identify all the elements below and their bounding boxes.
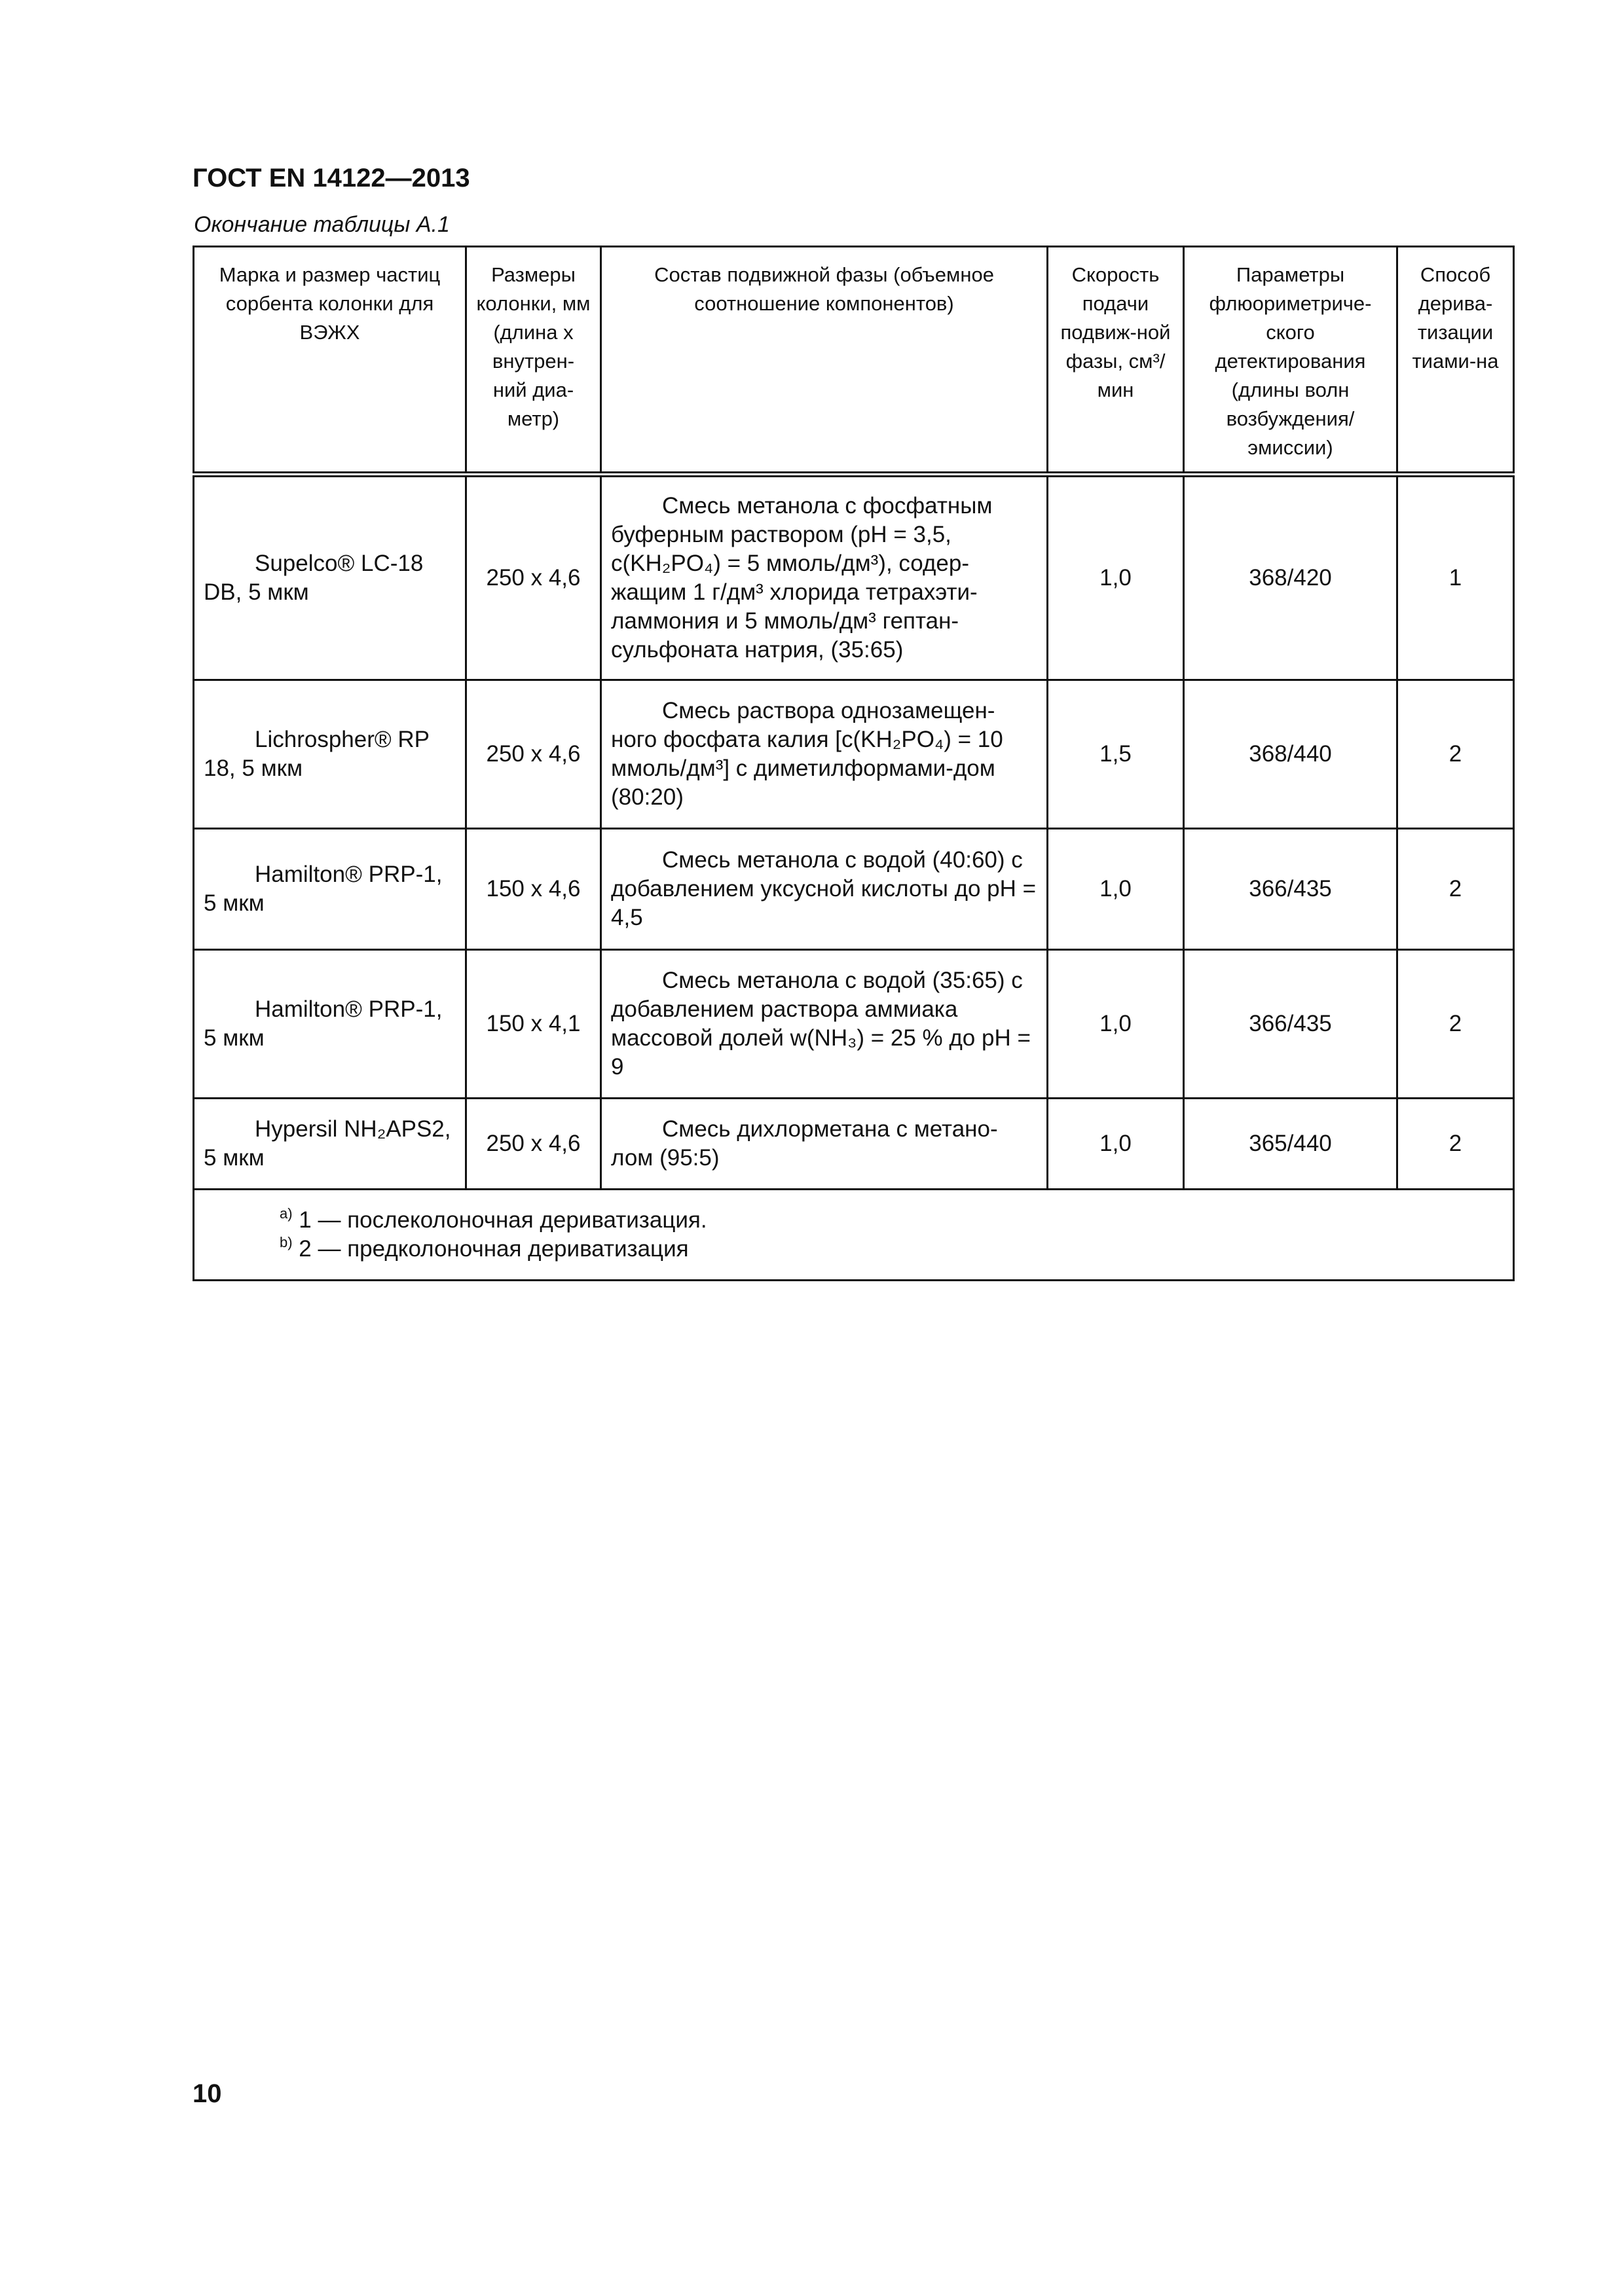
footnote-text: 1 — послеколоночная дериватизация. <box>299 1207 707 1233</box>
table-notes <box>194 1190 1514 1281</box>
cell-brand: Hamilton® PRP-1, 5 мкм <box>194 950 466 1099</box>
column-header-size: Размеры колонки, мм (длина х внутрен-ний диа-метр) <box>466 247 601 475</box>
cell-size: 250 x 4,6 <box>466 680 601 829</box>
cell-flow: 1,0 <box>1048 950 1184 1099</box>
cell-composition: Смесь метанола с водой (40:60) с добавлением уксусной кислоты до pH = 4,5 <box>601 829 1048 950</box>
column-header-flow: Скорость подачи подвиж-ной фазы, см³/мин <box>1048 247 1184 475</box>
document-header: ГОСТ EN 14122—2013 <box>193 164 470 192</box>
cell-flow: 1,0 <box>1048 1099 1184 1190</box>
cell-detection: 365/440 <box>1184 1099 1397 1190</box>
cell-composition: Смесь раствора однозамещен-ного фосфата калия [c(KH₂PO₄) = 10 ммоль/дм³] с диметилформами-дом (80:20) <box>601 680 1048 829</box>
footnote-b <box>280 1235 1504 1264</box>
cell-composition: Смесь метанола с водой (35:65) с добавлением раствора аммиака массовой долей w(NH₃) = 25 % до pH = 9 <box>601 950 1048 1099</box>
cell-size: 250 x 4,6 <box>466 1099 601 1190</box>
cell-size: 250 x 4,6 <box>466 475 601 680</box>
table-row <box>194 829 1514 950</box>
table-row <box>194 950 1514 1099</box>
cell-composition: Смесь дихлорметана с метано-лом (95:5) <box>601 1099 1048 1190</box>
table-header-row <box>194 247 1514 475</box>
column-header-brand: Марка и размер частиц сорбента колонки для ВЭЖХ <box>194 247 466 475</box>
table-row <box>194 475 1514 680</box>
column-header-composition: Состав подвижной фазы (объемное соотношение компонентов) <box>601 247 1048 475</box>
cell-flow: 1,0 <box>1048 475 1184 680</box>
cell-brand: Hamilton® PRP-1, 5 мкм <box>194 829 466 950</box>
cell-brand: Supelco® LC-18 DB, 5 мкм <box>194 475 466 680</box>
cell-method: 2 <box>1397 950 1514 1099</box>
cell-method: 2 <box>1397 829 1514 950</box>
footnote-marker: a) <box>280 1205 293 1222</box>
cell-brand: Lichrospher® RP 18, 5 мкм <box>194 680 466 829</box>
column-header-detection: Параметры флюориметриче-ского детектирования (длины волн возбуждения/ эмиссии) <box>1184 247 1397 475</box>
table-row <box>194 680 1514 829</box>
cell-size: 150 x 4,1 <box>466 950 601 1099</box>
data-table <box>193 246 1515 1281</box>
table-notes-row <box>194 1190 1514 1281</box>
cell-flow: 1,0 <box>1048 829 1184 950</box>
column-header-method: Способ дерива-тизации тиами-на <box>1397 247 1514 475</box>
cell-detection: 366/435 <box>1184 829 1397 950</box>
footnote-a <box>280 1206 1504 1235</box>
cell-detection: 368/440 <box>1184 680 1397 829</box>
cell-detection: 368/420 <box>1184 475 1397 680</box>
cell-flow: 1,5 <box>1048 680 1184 829</box>
cell-size: 150 x 4,6 <box>466 829 601 950</box>
cell-method: 1 <box>1397 475 1514 680</box>
footnote-marker: b) <box>280 1234 293 1250</box>
table-caption: Окончание таблицы А.1 <box>194 212 450 237</box>
page-number: 10 <box>193 2079 222 2108</box>
cell-detection: 366/435 <box>1184 950 1397 1099</box>
cell-brand: Hypersil NH₂APS2, 5 мкм <box>194 1099 466 1190</box>
table-row <box>194 1099 1514 1190</box>
cell-composition: Смесь метанола с фосфатным буферным раствором (pH = 3,5, c(KH₂PO₄) = 5 ммоль/дм³), содер-жащим 1 г/дм³ хлорида тетрахэти-ламмония и 5 ммоль/дм³ гептан-сульфоната натрия, (35:65) <box>601 475 1048 680</box>
cell-method: 2 <box>1397 1099 1514 1190</box>
footnote-text: 2 — предколоночная дериватизация <box>299 1236 689 1262</box>
cell-method: 2 <box>1397 680 1514 829</box>
